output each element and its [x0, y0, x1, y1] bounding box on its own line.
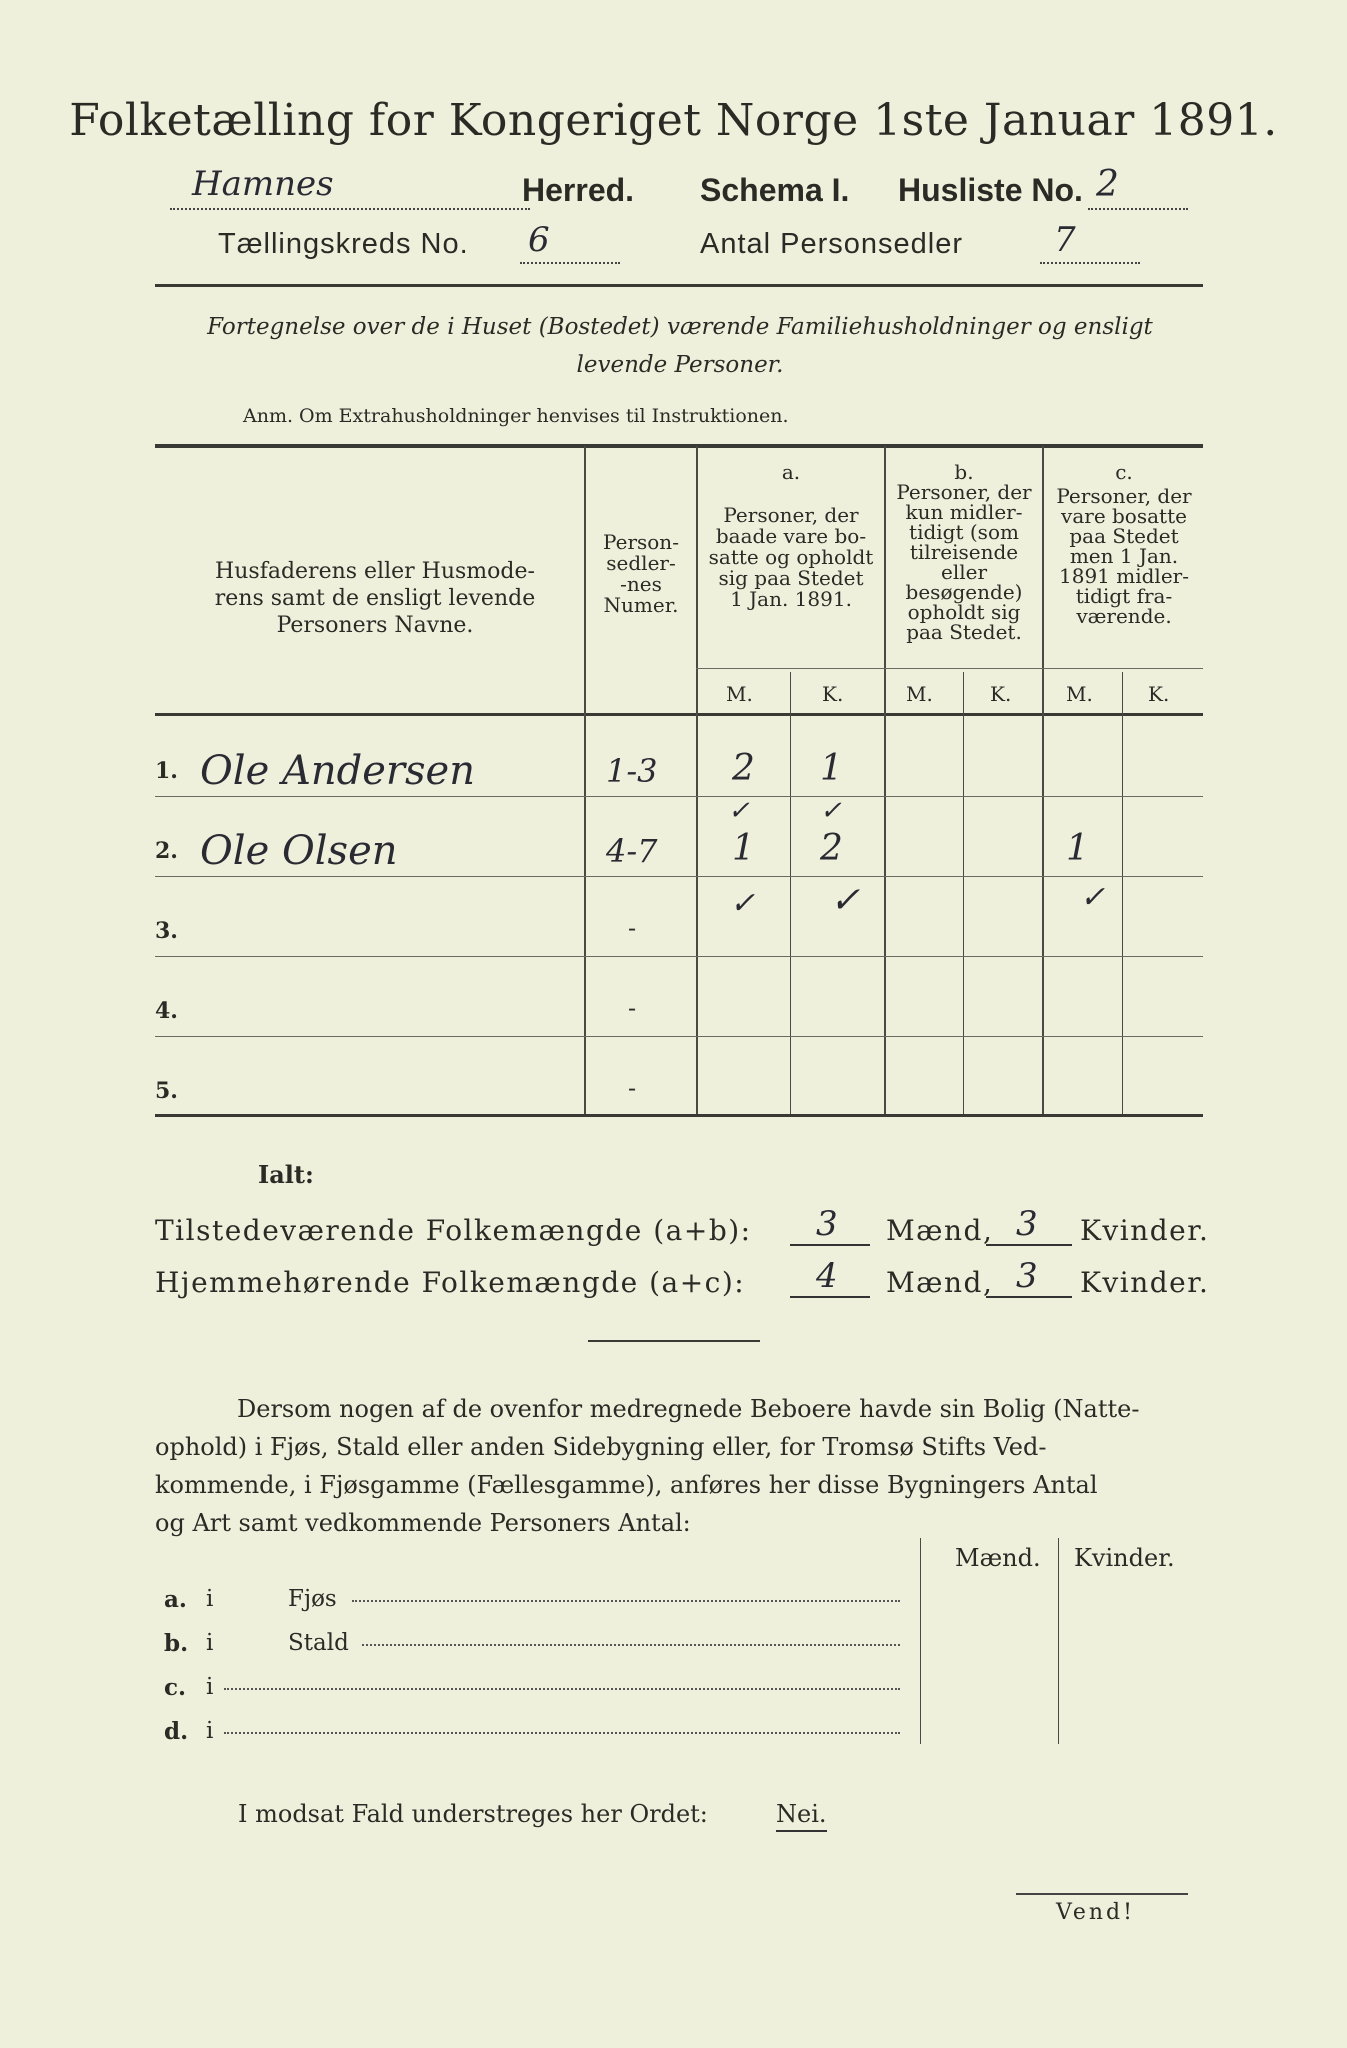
table-header-rule: [155, 713, 1203, 716]
hjemme-maend: 4: [816, 1256, 838, 1296]
num-header-l3: -nes: [620, 572, 662, 596]
bldg-d-i: i: [206, 1718, 214, 1744]
table-top-rule: [155, 444, 1203, 448]
row-2-a-k: 2: [820, 828, 843, 869]
antal-value: 7: [1054, 220, 1076, 260]
col-a-l1: Personer, der: [723, 503, 859, 527]
col-c-k: K.: [1148, 682, 1170, 706]
row-rule-3: [155, 956, 1203, 957]
vend-text: Vend!: [1056, 1900, 1135, 1925]
bldg-a-label: Fjøs: [288, 1586, 337, 1612]
mk-rule: [696, 668, 1203, 669]
row-5-num: -: [628, 1074, 637, 1102]
row-rule-1: [155, 796, 1203, 797]
schema-label: Schema I.: [700, 172, 850, 208]
bldg-d-letter: d.: [164, 1718, 189, 1745]
subtitle-line1: Fortegnelse over de i Huset (Bostedet) værende Familiehusholdninger og ensligt: [207, 314, 1153, 340]
row-2-name: Ole Olsen: [200, 828, 398, 874]
col-b-l2: kun midler-: [905, 500, 1023, 524]
check-r2-am: ✓: [728, 796, 750, 826]
col-a-l4: sig paa Stedet: [718, 566, 864, 590]
row-2-c-m: 1: [1066, 828, 1089, 869]
tilsted-label: Tilstedeværende Folkemængde (a+b):: [155, 1214, 752, 1247]
hjemme-kvinder-word: Kvinder.: [1080, 1266, 1210, 1299]
husliste-field: [1088, 164, 1188, 210]
col-b-k: K.: [990, 682, 1012, 706]
num-header-l1: Person-: [603, 530, 679, 554]
col-b-letter: b.: [954, 460, 974, 484]
row-1-name: Ole Andersen: [200, 748, 475, 794]
para-l4: og Art samt vedkommende Personers Antal:: [155, 1509, 691, 1537]
col-b-m: M.: [906, 682, 933, 706]
col-c-header: [1044, 462, 1204, 626]
col-c-m: M.: [1066, 682, 1093, 706]
num-header-l4: Numer.: [603, 593, 679, 617]
col-rule-b-mk: [963, 672, 964, 1114]
antal-label: Antal Personsedler: [700, 228, 964, 260]
tilsted-kvinder: 3: [1016, 1204, 1038, 1244]
kreds-field: [520, 220, 620, 264]
col-c-l5: 1891 midler-: [1059, 564, 1189, 588]
subtitle-line2: levende Personer.: [576, 352, 784, 378]
check-r2-ak: ✓: [820, 796, 842, 826]
check-r3-cm: ✓: [1080, 880, 1106, 915]
row-4-no: 4.: [155, 998, 178, 1024]
row-rule-2: [155, 876, 1203, 877]
row-2-num: 4-7: [606, 832, 658, 870]
num-header-l2: sedler-: [606, 551, 676, 575]
ialt-label: Ialt:: [258, 1160, 314, 1189]
col-c-l4: men 1 Jan.: [1069, 544, 1179, 568]
tilsted-kvinder-field: [986, 1204, 1072, 1246]
buildings-maend-header: Mænd.: [955, 1544, 1041, 1572]
col-a-l2: baade vare bo-: [715, 524, 867, 548]
col-b-l4: tilreisende: [909, 540, 1019, 564]
bldg-b-dots: [362, 1644, 900, 1646]
name-header-l3: Personers Navne.: [276, 613, 474, 638]
check-r3-ak: ✓: [830, 880, 861, 921]
form-title: Folketælling for Kongeriget Norge 1ste Januar 1891.: [69, 95, 1278, 146]
tilsted-maend: 3: [816, 1204, 838, 1244]
husliste-value: 2: [1096, 164, 1119, 205]
para-l3: kommende, i Fjøsgamme (Fællesgamme), anføres her disse Bygningers Antal: [155, 1471, 1098, 1499]
hjemme-maend-field: [790, 1256, 870, 1298]
col-rule-a-mk: [790, 672, 791, 1114]
row-1-num: 1-3: [606, 752, 658, 790]
herred-field: [170, 164, 530, 210]
tilsted-kvinder-word: Kvinder.: [1080, 1214, 1210, 1247]
col-a-header: [700, 462, 882, 610]
hjemme-kvinder-field: [986, 1256, 1072, 1298]
kreds-value: 6: [528, 220, 550, 260]
col-b-l7: opholdt sig: [907, 600, 1021, 624]
bldg-c-letter: c.: [164, 1674, 187, 1701]
col-b-header: [886, 462, 1042, 642]
buildings-rule-1: [920, 1538, 921, 1744]
antal-field: [1040, 220, 1140, 264]
row-3-no: 3.: [155, 918, 178, 944]
col-rule-c-mk: [1122, 672, 1123, 1114]
check-r3-am: ✓: [730, 886, 756, 921]
bldg-b-label: Stald: [288, 1630, 349, 1656]
col-c-l6: tidigt fra-: [1075, 584, 1173, 608]
col-b-l8: paa Stedet.: [906, 620, 1022, 644]
name-header-l1: Husfaderens eller Husmode-: [215, 559, 535, 584]
bldg-b-i: i: [206, 1630, 214, 1656]
kreds-label: Tællingskreds No.: [218, 228, 469, 260]
bldg-a-dots: [352, 1600, 900, 1602]
bldg-c-dots: [224, 1688, 900, 1690]
col-b-l1: Personer, der: [896, 480, 1032, 504]
col-a-l5: 1 Jan. 1891.: [730, 587, 852, 611]
anm-note: Anm. Om Extrahusholdninger henvises til Instruktionen.: [243, 405, 789, 427]
hjemme-kvinder: 3: [1016, 1256, 1038, 1296]
row-4-num: -: [628, 994, 637, 1022]
hjemme-label: Hjemmehørende Folkemængde (a+c):: [155, 1266, 746, 1299]
col-b-l5: eller: [940, 560, 988, 584]
bldg-b-letter: b.: [164, 1630, 189, 1657]
tilsted-maend-word: Mænd,: [886, 1214, 994, 1247]
name-header-l2: rens samt de ensligt levende: [214, 586, 536, 611]
nei-word: Nei.: [776, 1800, 827, 1832]
tilsted-maend-field: [790, 1204, 870, 1246]
num-header: [588, 532, 694, 616]
bldg-a-letter: a.: [164, 1586, 187, 1613]
vend-rule: [1016, 1893, 1188, 1895]
buildings-paragraph: [155, 1390, 1205, 1542]
row-1-no: 1.: [155, 758, 178, 784]
buildings-rule-2: [1058, 1538, 1059, 1744]
row-1-a-k: 1: [820, 748, 843, 789]
col-b-l6: besøgende): [905, 580, 1023, 604]
header-rule: [155, 284, 1203, 287]
husliste-label: Husliste No.: [898, 172, 1083, 208]
row-2-no: 2.: [155, 838, 178, 864]
herred-value: Hamnes: [192, 164, 334, 204]
herred-label: Herred.: [522, 172, 635, 208]
col-c-letter: c.: [1115, 460, 1133, 484]
row-1-a-m: 2: [732, 748, 755, 789]
buildings-kvinder-header: Kvinder.: [1074, 1544, 1175, 1572]
col-a-letter: a.: [781, 460, 801, 484]
bldg-c-i: i: [206, 1674, 214, 1700]
col-c-l7: værende.: [1076, 604, 1172, 628]
col-rule-num: [696, 446, 698, 1114]
table-bottom-rule: [155, 1114, 1203, 1117]
col-b-l3: tidigt (som: [909, 520, 1019, 544]
col-a-l3: satte og opholdt: [708, 545, 874, 569]
col-c-l2: vare bosatte: [1061, 504, 1187, 528]
modsat-text: I modsat Fald understreges her Ordet:: [238, 1800, 708, 1828]
section-divider: [588, 1340, 760, 1342]
col-a-m: M.: [726, 682, 753, 706]
col-a-k: K.: [822, 682, 844, 706]
col-rule-name: [584, 446, 586, 1114]
para-l1: Dersom nogen af de ovenfor medregnede Beboere havde sin Bolig (Natte-: [237, 1395, 1140, 1423]
col-c-l1: Personer, der: [1056, 484, 1192, 508]
para-l2: ophold) i Fjøs, Stald eller anden Sidebygning eller, for Tromsø Stifts Ved-: [155, 1433, 1047, 1461]
col-c-l3: paa Stedet: [1069, 524, 1179, 548]
bldg-d-dots: [224, 1732, 900, 1734]
row-5-no: 5.: [155, 1078, 178, 1104]
bldg-a-i: i: [206, 1586, 214, 1612]
row-rule-4: [155, 1036, 1203, 1037]
row-3-num: -: [628, 914, 637, 942]
name-header: [170, 558, 580, 639]
row-2-a-m: 1: [732, 828, 755, 869]
hjemme-maend-word: Mænd,: [886, 1266, 994, 1299]
